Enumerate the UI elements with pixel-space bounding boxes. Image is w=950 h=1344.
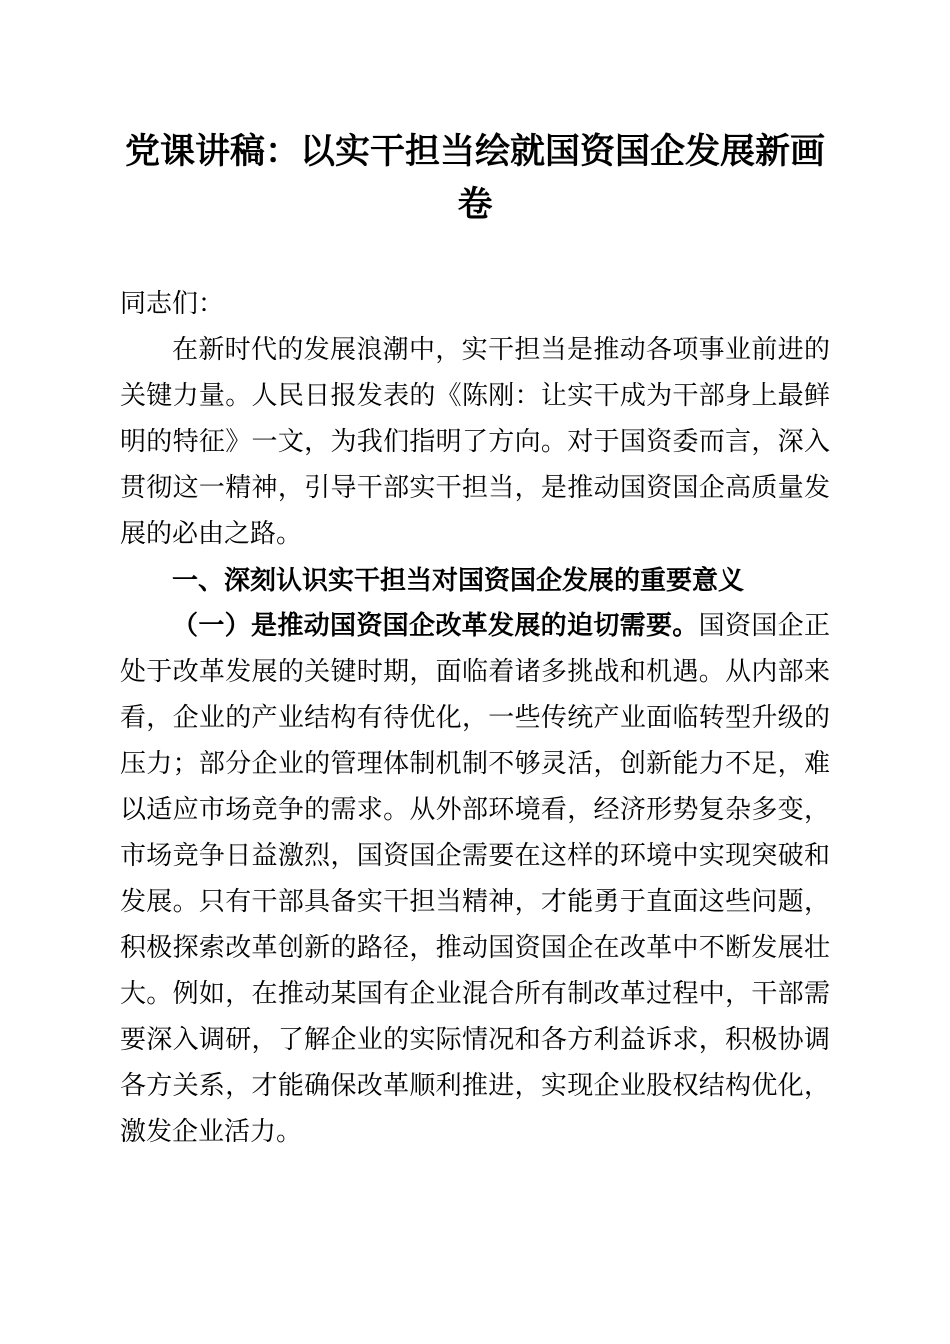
paragraph-intro: 在新时代的发展浪潮中，实干担当是推动各项事业前进的关键力量。人民日报发表的《陈刚：让实干成为干部身上最鲜明的特征》一文，为我们指明了方向。对于国资委而言，深入贯彻这一精神，引导干部实干担当，是推动国资国企高质量发展的必由之路。 [120,335,830,548]
paragraph-point-1 [120,603,830,1155]
document-title: 党课讲稿：以实干担当绘就国资国企发展新画卷 [124,132,825,224]
salutation: 同志们： [120,289,225,318]
section-heading-1: 一、深刻认识实干担当对国资国企发展的重要意义 [172,565,745,595]
paragraph-point-1-text: 国资国企正处于改革发展的关键时期，面临着诸多挑战和机遇。从内部来看，企业的产业结构有待优化，一些传统产业面临转型升级的压力；部分企业的管理体制机制不够灵活，创新能力不足，难以适应市场竞争的需求。从外部环境看，经济形势复杂多变，市场竞争日益激烈，国资国企需要在这样的环境中实现突破和发展。只有干部具备实干担当精神，才能勇于直面这些问题，积极探索改革创新的路径，推动国资国企在改革中不断发展壮大。例如，在推动某国有企业混合所有制改革过程中，干部需要深入调研，了解企业的实际情况和各方利益诉求，积极协调各方关系，才能确保改革顺利推进，实现企业股权结构优化，激发企业活力。 [120,611,830,1146]
paragraph-point-1-lead: （一）是推动国资国企改革发展的迫切需要。 [172,611,699,640]
